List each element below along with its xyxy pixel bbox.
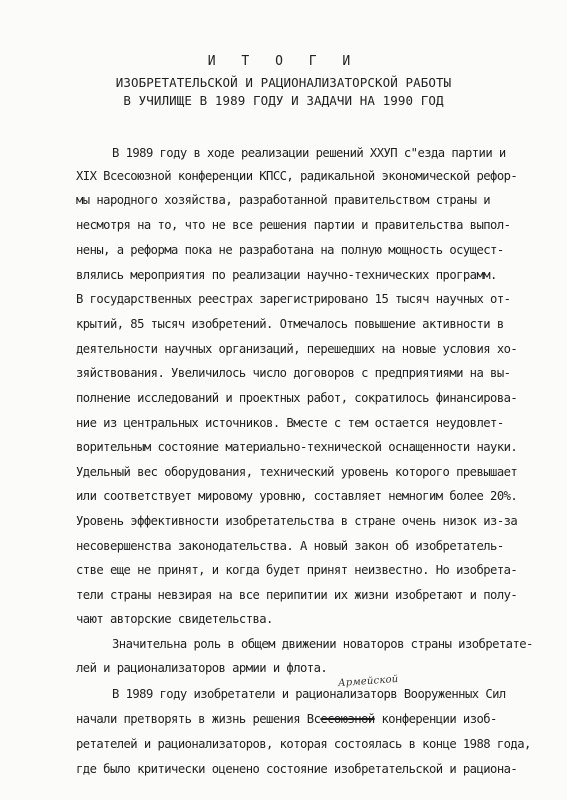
body-line: Значительна роль в общем движении новаторов страны изобретате- — [112, 637, 533, 651]
body-line: ние из центральных источников. Вместе с тем остается неудовлет- — [76, 416, 504, 430]
body-line: В 1989 году изобретатели и рационализаторв Вооруженных Сил — [112, 687, 506, 701]
body-line: ворительным состояние материально-технической оснащенности науки. — [76, 440, 518, 454]
body-line: полнение исследований и проектных работ, сократилось финансирова- — [76, 391, 518, 405]
document-title-line-3: В УЧИЛИЩЕ В 1989 ГОДУ И ЗАДАЧИ НА 1990 ГОД — [123, 93, 444, 108]
body-line: стве еще не принят, и когда будет принят неизвестно. Но изобрета- — [76, 563, 518, 577]
body-line: несовершенства законодательства. А новый закон об изобретатель- — [76, 539, 504, 553]
document-title-heading — [0, 53, 567, 70]
body-line: В государственных реестрах зарегистрировано 15 тысяч научных от- — [76, 292, 511, 306]
handwritten-insertion: Армейской — [337, 673, 399, 690]
document-title-line-2: ИЗОБРЕТАТЕЛЬСКОЙ И РАЦИОНАЛИЗАТОРСКОЙ РАБОТЫ — [115, 75, 452, 90]
body-line: ретателей и рационализаторов, которая состоялась в конце 1988 года, — [76, 737, 531, 751]
body-line: Уровень эффективности изобретательства в стране очень низок из-за — [76, 514, 518, 528]
body-line: несмотря на то, что не все решения партии и правительства выпол- — [76, 218, 511, 232]
body-line: тели страны невзирая на все перипитии их жизни изобретают и полу- — [76, 588, 518, 602]
struck-out-word: есоюзной — [320, 712, 375, 726]
body-line: или соответствует мировому уровню, составляет немногим более 20%. — [76, 489, 518, 503]
body-line: влялись мероприятия по реализации научно-технических программ. — [76, 268, 497, 282]
body-line: нены, а реформа пока не разработана на полную мощность осущест- — [76, 243, 504, 257]
title-line-itogi: И Т О Г И — [207, 54, 360, 69]
body-line: где было критически оценено состояние изобретательской и рациона- — [76, 762, 518, 776]
body-line: лей и рационализаторов армии и флота. — [76, 661, 328, 675]
line-after-strike: конференции изоб- — [374, 712, 497, 726]
body-line: чают авторские свидетельства. — [76, 612, 273, 626]
body-line: зяйствования. Увеличилось число договоров с предприятиями на вы- — [76, 366, 511, 380]
line-before-strike: начали претворять в жизнь решения Вс — [76, 712, 321, 726]
body-line: XIX Всесоюзной конференции КПСС, радикальной экономической рефор- — [76, 169, 518, 183]
body-line: Удельный вес оборудования, технический уровень которого превышает — [76, 465, 518, 479]
body-line-with-correction — [76, 711, 497, 727]
body-line: мы народного хозяйства, разработанной правительством страны и — [76, 193, 491, 207]
body-line: крытий, 85 тысяч изобретений. Отмечалось повышение активности в — [76, 317, 504, 331]
body-line: деятельности научных организаций, перешедших на новые условия хо- — [76, 342, 518, 356]
body-line: В 1989 году в ходе реализации решений ХХУП с"езда партии и — [112, 146, 506, 160]
